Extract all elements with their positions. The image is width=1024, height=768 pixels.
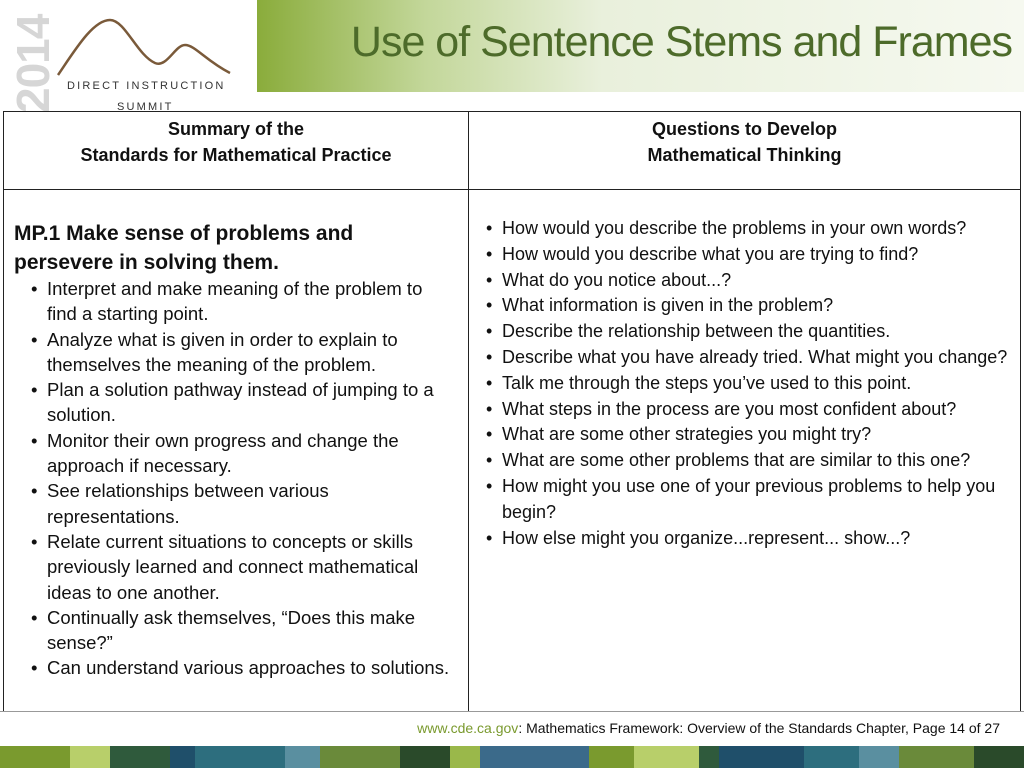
questions-list: [486, 216, 1016, 551]
column-divider: [468, 112, 469, 712]
stripe-segment: [699, 746, 719, 768]
stripe-segment: [719, 746, 804, 768]
stripe-segment: [634, 746, 699, 768]
list-item: • Interpret and make meaning of the problem to find a starting point.: [31, 276, 456, 327]
right-column-header: [469, 116, 1020, 168]
list-item: • Relate current situations to concepts or skills previously learned and connect mathematical ideas to one another.: [31, 529, 456, 605]
stripe-segment: [110, 746, 170, 768]
stripe-segment: [320, 746, 400, 768]
question-item: • How would you describe what you are trying to find?: [486, 242, 1016, 268]
footer-citation: [417, 720, 1000, 736]
stripe-segment: [450, 746, 480, 768]
logo-year: 2014: [7, 14, 59, 113]
mountain-logo-icon: [55, 15, 235, 80]
right-header-line1: Questions to Develop: [651, 119, 838, 139]
table-bottom-edge: [0, 711, 1024, 712]
right-header-line2: Mathematical Thinking: [647, 145, 842, 165]
left-header-line2: Standards for Mathematical Practice: [80, 145, 392, 165]
question-item: • What are some other problems that are similar to this one?: [486, 448, 1016, 474]
summit-logo: [0, 0, 257, 113]
question-item: • What do you notice about...?: [486, 268, 1016, 294]
list-item: • Can understand various approaches to solutions.: [31, 655, 456, 680]
question-item: • What information is given in the problem?: [486, 293, 1016, 319]
question-item: • How else might you organize...represent... show...?: [486, 526, 1016, 552]
list-item: • Analyze what is given in order to explain to themselves the meaning of the problem.: [31, 327, 456, 378]
stripe-segment: [285, 746, 320, 768]
logo-text-line2: SUMMIT: [117, 101, 174, 113]
cde-link[interactable]: www.cde.ca.gov: [417, 720, 519, 736]
stripe-segment: [859, 746, 899, 768]
header-divider: [4, 189, 1020, 190]
stripe-segment: [804, 746, 859, 768]
question-item: • What steps in the process are you most confident about?: [486, 397, 1016, 423]
question-item: • Talk me through the steps you’ve used to this point.: [486, 371, 1016, 397]
stripe-segment: [70, 746, 110, 768]
footer-text: : Mathematics Framework: Overview of the Standards Chapter, Page 14 of 27: [518, 720, 1000, 736]
question-item: • How would you describe the problems in your own words?: [486, 216, 1016, 242]
mp1-heading: MP.1 Make sense of problems and persevere in solving them.: [14, 222, 354, 274]
left-header-line1: Summary of the: [167, 119, 305, 139]
mp1-list: [31, 276, 456, 681]
list-item: • Plan a solution pathway instead of jumping to a solution.: [31, 377, 456, 428]
decorative-stripe: [0, 746, 1024, 768]
stripe-segment: [899, 746, 974, 768]
left-column-header: [4, 116, 468, 168]
list-item: • See relationships between various representations.: [31, 478, 456, 529]
stripe-segment: [974, 746, 1024, 768]
stripe-segment: [170, 746, 195, 768]
question-item: • Describe what you have already tried. What might you change?: [486, 345, 1016, 371]
stripe-segment: [480, 746, 590, 768]
slide-title: Use of Sentence Stems and Frames: [350, 18, 1012, 66]
list-item: • Continually ask themselves, “Does this make sense?”: [31, 605, 456, 656]
title-band: [257, 0, 1024, 92]
question-item: • Describe the relationship between the quantities.: [486, 319, 1016, 345]
question-item: • What are some other strategies you might try?: [486, 422, 1016, 448]
stripe-segment: [400, 746, 450, 768]
stripe-segment: [589, 746, 634, 768]
stripe-segment: [0, 746, 70, 768]
stripe-segment: [195, 746, 285, 768]
logo-text-line1: DIRECT INSTRUCTION: [67, 80, 226, 92]
question-item: • How might you use one of your previous problems to help you begin?: [486, 474, 1016, 526]
standards-table: [3, 111, 1021, 711]
list-item: • Monitor their own progress and change the approach if necessary.: [31, 428, 456, 479]
